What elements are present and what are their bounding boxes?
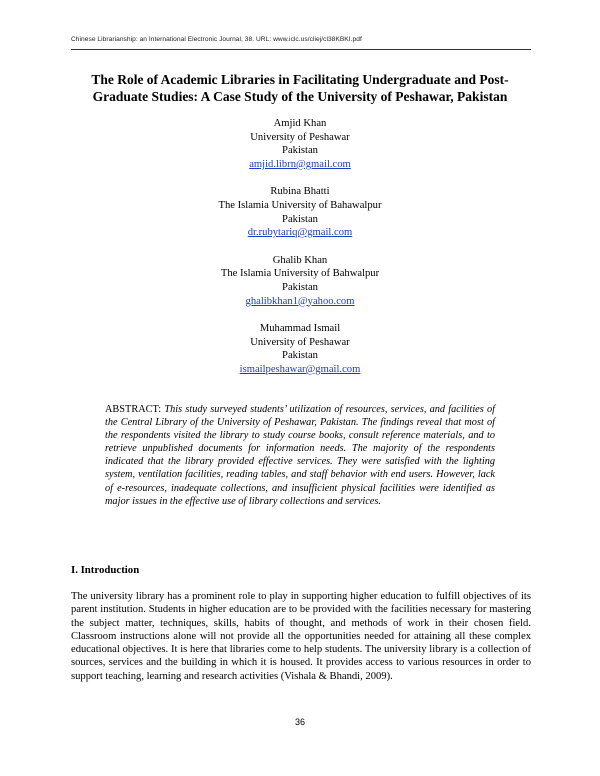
author-name: Ghalib Khan [272, 254, 328, 266]
author-email-link[interactable]: dr.rubytariq@gmail.com [247, 227, 353, 239]
author-name: Muhammad Ismail [259, 323, 341, 335]
title-line-1: The Role of Academic Libraries in Facilitating Undergraduate and Post- [91, 72, 509, 87]
paper-title [70, 71, 530, 105]
abstract [105, 403, 495, 508]
author-name: Amjid Khan [273, 118, 327, 129]
author-email-link[interactable]: ghalibkhan1@yahoo.com [245, 295, 355, 307]
author-name: Rubina Bhatti [270, 186, 330, 198]
author-email-link[interactable]: amjid.librn@gmail.com [249, 158, 351, 170]
author-country: Pakistan [282, 281, 318, 293]
running-header: Chinese Librarianship: an International Electronic Journal, 38. URL: www.iclc.us/cliej/cl38KBKI.pdf [71, 36, 362, 43]
author-block [0, 185, 600, 239]
author-affiliation: University of Peshawar [250, 131, 350, 143]
abstract-label: ABSTRACT: [105, 404, 162, 415]
section-heading-introduction: I. Introduction [71, 564, 140, 576]
author-country: Pakistan [282, 145, 318, 157]
author-country: Pakistan [282, 350, 318, 362]
author-country: Pakistan [282, 213, 318, 225]
author-block [0, 117, 600, 171]
author-block [0, 322, 600, 376]
abstract-text: This study surveyed students’ utilization of resources, services, and facilities of the Central Library of the University of Peshawar, Pakistan. The findings reveal that most of the respondents visited the library to study course books, consult reference materials, and to retrieve unpublished documents for information needs. The majority of the respondents indicated that the library provided effective services. They were satisfied with the lighting system, ventilation facilities, reading tables, and staff behavior with end users. However, lack of e-resources, inadequate collections, and insufficient physical facilities were identified as major issues in the effective use of library collections and services. [105, 404, 495, 507]
page-number: 36 [294, 717, 305, 727]
author-email-link[interactable]: ismailpeshawar@gmail.com [239, 363, 361, 375]
author-affiliation: University of Peshawar [250, 336, 350, 348]
author-affiliation: The Islamia University of Bahwalpur [220, 268, 380, 280]
author-list [0, 117, 600, 391]
introduction-paragraph: The university library has a prominent role to play in supporting higher education to fulfill objectives of its parent institution. Students in higher education are to be provided with the facilities necessary for mastering the subject matter, techniques, skills, habits of thought, and methods of work in their chosen field. Classroom instructions alone will not provide all the opportunities needed for attaining all these complex educational objectives. It is here that libraries come to help students. The university library is a collection of sources, services and the building in which it is housed. It provides access to various resources in order to support teaching, learning and research activities (Vishala & Bhandi, 2009). [71, 591, 531, 682]
header-rule [71, 49, 531, 50]
author-affiliation: The Islamia University of Bahawalpur [218, 199, 382, 211]
title-line-2: Graduate Studies: A Case Study of the University of Peshawar, Pakistan [92, 89, 508, 104]
author-block [0, 254, 600, 308]
